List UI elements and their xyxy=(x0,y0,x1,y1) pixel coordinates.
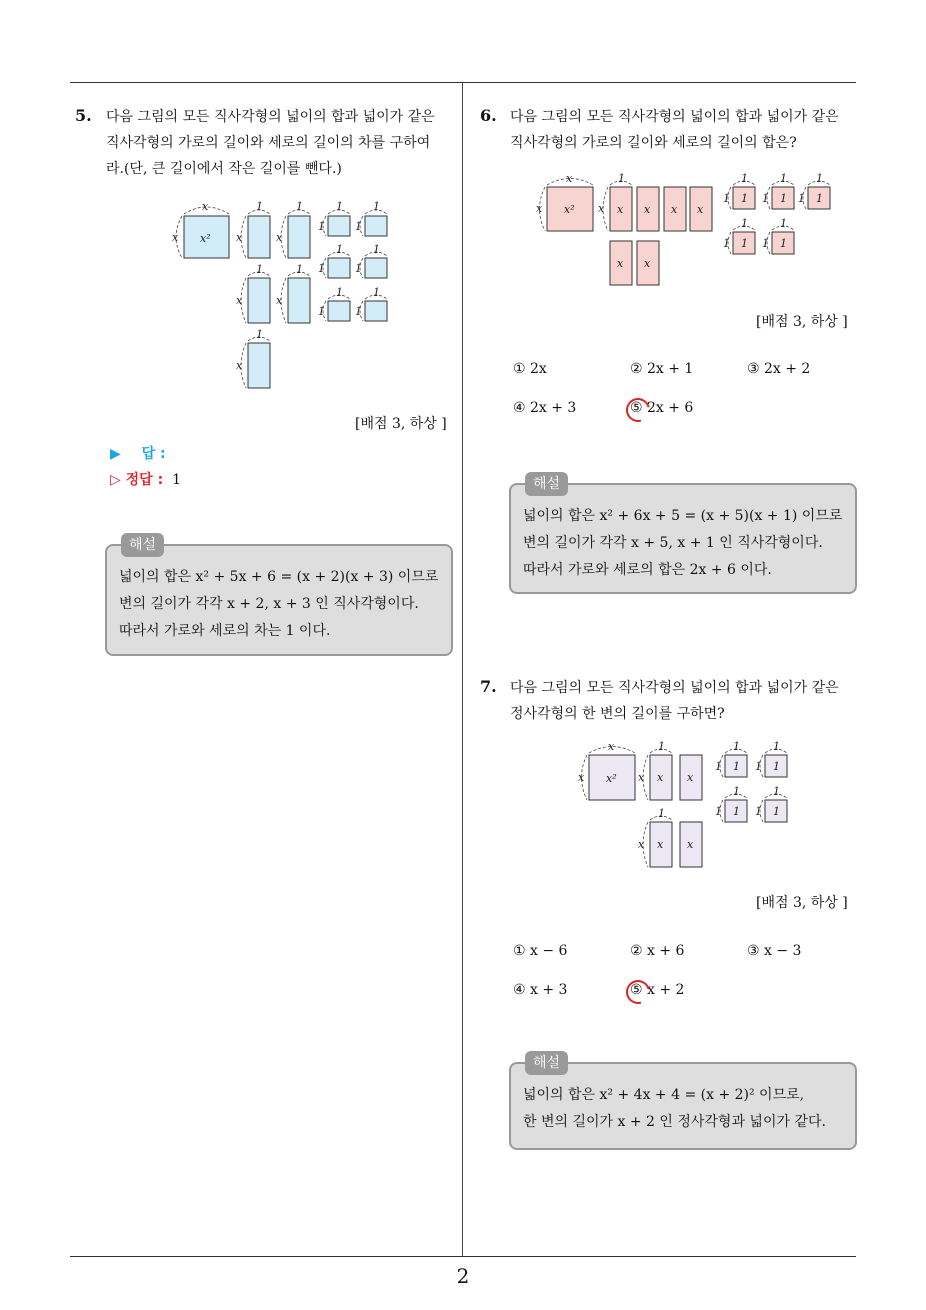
svg-text:x: x xyxy=(687,838,694,851)
q7-option-1[interactable]: ① x − 6 xyxy=(513,943,568,959)
q6-option-1[interactable]: ① 2x xyxy=(513,361,547,377)
q5-answer-row xyxy=(110,443,166,463)
svg-text:1: 1 xyxy=(755,805,762,818)
q5-text xyxy=(106,104,456,182)
q5-unit-2 xyxy=(365,216,387,236)
svg-text:x: x xyxy=(617,257,624,270)
q6-meta: [배점 3, 하상 ] xyxy=(756,314,848,330)
svg-text:x: x xyxy=(236,294,243,307)
q5-correct-row xyxy=(110,469,181,489)
svg-text:1: 1 xyxy=(733,805,740,818)
q5-correct-value: 1 xyxy=(172,472,181,488)
q7-option-4[interactable]: ④ x + 3 xyxy=(513,982,568,998)
q5-correct-label: 정답 : xyxy=(125,472,164,488)
q6-explanation-tag: 해설 xyxy=(525,472,568,496)
answer-circle-icon xyxy=(622,976,655,1009)
q7-expl-line-2: 한 변의 길이가 x + 2 인 정사각형과 넓이가 같다. xyxy=(523,1114,826,1130)
q7-option-2[interactable]: ② x + 6 xyxy=(630,943,685,959)
svg-text:x: x xyxy=(566,172,573,185)
svg-text:1: 1 xyxy=(762,192,769,205)
q6-option-3[interactable]: ③ 2x + 2 xyxy=(747,361,811,377)
svg-text:1: 1 xyxy=(723,192,730,205)
q5-expl-line-1: 넓이의 합은 x² + 5x + 6 = (x + 2)(x + 3) 이므로 xyxy=(119,569,439,585)
svg-text:1: 1 xyxy=(773,740,780,753)
q6-option-2[interactable]: ② 2x + 1 xyxy=(630,361,694,377)
q7-figure xyxy=(572,740,802,870)
q5-rect-5 xyxy=(248,343,270,388)
q7-line-1: 다음 그림의 모든 직사각형의 넓이의 합과 넓이가 같은 xyxy=(510,680,839,696)
q6-number: 6. xyxy=(480,106,497,125)
svg-text:1: 1 xyxy=(318,305,325,318)
q5-line-2: 직사각형의 가로의 길이와 세로의 길이의 차를 구하여 xyxy=(106,135,431,151)
svg-text:x: x xyxy=(578,771,585,784)
svg-text:1: 1 xyxy=(755,760,762,773)
svg-text:1: 1 xyxy=(658,807,665,820)
svg-text:x²: x² xyxy=(606,772,617,785)
svg-text:1: 1 xyxy=(296,200,303,213)
q6-expl-line-1: 넓이의 합은 x² + 6x + 5 = (x + 5)(x + 1) 이므로 xyxy=(523,508,843,524)
svg-text:1: 1 xyxy=(318,262,325,275)
svg-text:1: 1 xyxy=(336,243,343,256)
svg-text:1: 1 xyxy=(773,785,780,798)
play-icon: ▶ xyxy=(110,446,121,462)
q5-rect-3 xyxy=(248,278,270,323)
svg-text:1: 1 xyxy=(618,172,625,185)
svg-text:x: x xyxy=(638,838,645,851)
svg-text:x: x xyxy=(202,200,209,213)
q6-line-2: 직사각형의 가로의 길이와 세로의 길이의 합은? xyxy=(510,135,797,151)
svg-text:x: x xyxy=(276,294,283,307)
q6-option-5[interactable]: ⑤ 2x + 6 xyxy=(630,400,693,416)
q5-expl-line-2: 변의 길이가 각각 x + 2, x + 3 인 직사각형이다. xyxy=(119,596,419,612)
q7-expl-line-1: 넓이의 합은 x² + 4x + 4 = (x + 2)² 이므로, xyxy=(523,1087,805,1103)
svg-text:1: 1 xyxy=(256,328,263,341)
q7-option-3[interactable]: ③ x − 3 xyxy=(747,943,802,959)
q6-explanation-box xyxy=(509,476,857,594)
q7-explanation-box xyxy=(509,1055,857,1150)
svg-text:1: 1 xyxy=(715,760,722,773)
q6-line-1: 다음 그림의 모든 직사각형의 넓이의 합과 넓이가 같은 xyxy=(510,109,839,125)
svg-text:1: 1 xyxy=(741,172,748,185)
svg-text:1: 1 xyxy=(256,263,263,276)
q7-option-5[interactable]: ⑤ x + 2 xyxy=(630,982,684,998)
svg-text:x: x xyxy=(644,203,651,216)
q5-rect-1 xyxy=(248,216,270,258)
q5-explanation-box xyxy=(105,537,453,656)
q5-explanation-tag: 해설 xyxy=(121,533,164,557)
svg-text:1: 1 xyxy=(733,740,740,753)
q5-answer-label: 답 : xyxy=(141,446,166,462)
svg-text:1: 1 xyxy=(296,263,303,276)
q5-unit-6 xyxy=(365,301,387,321)
svg-text:1: 1 xyxy=(816,172,823,185)
svg-text:1: 1 xyxy=(780,217,787,230)
column-divider xyxy=(462,82,463,1256)
q5-label-x2: x² xyxy=(200,232,211,245)
svg-text:x: x xyxy=(276,231,283,244)
svg-text:1: 1 xyxy=(318,220,325,233)
svg-text:1: 1 xyxy=(762,237,769,250)
svg-text:1: 1 xyxy=(723,237,730,250)
svg-text:1: 1 xyxy=(816,192,823,205)
svg-text:1: 1 xyxy=(336,286,343,299)
q5-unit-5 xyxy=(328,301,350,321)
svg-text:1: 1 xyxy=(715,805,722,818)
svg-text:1: 1 xyxy=(373,200,380,213)
svg-text:1: 1 xyxy=(733,760,740,773)
svg-text:1: 1 xyxy=(741,217,748,230)
svg-text:x²: x² xyxy=(564,203,575,216)
play-outline-icon: ▷ xyxy=(110,472,121,488)
q5-line-3: 라.(단, 큰 길이에서 작은 길이를 뺀다.) xyxy=(106,161,342,177)
svg-text:1: 1 xyxy=(780,172,787,185)
q6-text xyxy=(510,104,860,156)
svg-text:1: 1 xyxy=(256,200,263,213)
svg-text:x: x xyxy=(671,203,678,216)
svg-text:1: 1 xyxy=(355,262,362,275)
q5-figure xyxy=(170,196,400,396)
q6-figure xyxy=(530,172,840,290)
q6-option-4[interactable]: ④ 2x + 3 xyxy=(513,400,577,416)
svg-text:x: x xyxy=(644,257,651,270)
bottom-rule xyxy=(70,1256,856,1257)
svg-text:x: x xyxy=(608,740,615,753)
svg-text:x: x xyxy=(536,202,543,215)
svg-text:x: x xyxy=(172,231,179,244)
q5-rect-4 xyxy=(288,278,310,323)
top-rule xyxy=(70,82,856,83)
svg-text:x: x xyxy=(638,771,645,784)
svg-text:x: x xyxy=(598,202,605,215)
q7-explanation-tag: 해설 xyxy=(525,1051,568,1075)
q7-line-2: 정사각형의 한 변의 길이를 구하면? xyxy=(510,706,725,722)
q7-number: 7. xyxy=(480,677,497,696)
q7-meta: [배점 3, 하상 ] xyxy=(756,895,848,911)
svg-text:x: x xyxy=(657,838,664,851)
q5-meta: [배점 3, 하상 ] xyxy=(355,416,447,432)
svg-text:x: x xyxy=(697,203,704,216)
svg-text:x: x xyxy=(687,771,694,784)
answer-circle-icon xyxy=(622,394,655,427)
q7-text xyxy=(510,675,860,727)
svg-text:1: 1 xyxy=(355,305,362,318)
q6-expl-line-2: 변의 길이가 각각 x + 5, x + 1 인 직사각형이다. xyxy=(523,535,823,551)
svg-text:x: x xyxy=(657,771,664,784)
q5-unit-4 xyxy=(365,258,387,278)
svg-text:1: 1 xyxy=(658,740,665,753)
svg-text:1: 1 xyxy=(780,237,787,250)
q5-expl-line-3: 따라서 가로와 세로의 차는 1 이다. xyxy=(119,623,331,639)
svg-text:1: 1 xyxy=(336,200,343,213)
q5-rect-2 xyxy=(288,216,310,258)
q5-number: 5. xyxy=(75,106,92,125)
svg-text:1: 1 xyxy=(373,286,380,299)
svg-text:1: 1 xyxy=(741,192,748,205)
q6-expl-line-3: 따라서 가로와 세로의 합은 2x + 6 이다. xyxy=(523,562,772,578)
svg-text:1: 1 xyxy=(773,805,780,818)
page-number: 2 xyxy=(456,1264,470,1288)
q5-unit-1 xyxy=(328,216,350,236)
svg-text:1: 1 xyxy=(798,192,805,205)
svg-text:1: 1 xyxy=(741,237,748,250)
svg-text:x: x xyxy=(236,359,243,372)
q5-line-1: 다음 그림의 모든 직사각형의 넓이의 합과 넓이가 같은 xyxy=(106,109,435,125)
svg-text:1: 1 xyxy=(373,243,380,256)
svg-text:1: 1 xyxy=(733,785,740,798)
svg-text:1: 1 xyxy=(780,192,787,205)
svg-text:1: 1 xyxy=(355,220,362,233)
svg-text:1: 1 xyxy=(773,760,780,773)
q5-unit-3 xyxy=(328,258,350,278)
svg-text:x: x xyxy=(236,231,243,244)
svg-text:x: x xyxy=(617,203,624,216)
